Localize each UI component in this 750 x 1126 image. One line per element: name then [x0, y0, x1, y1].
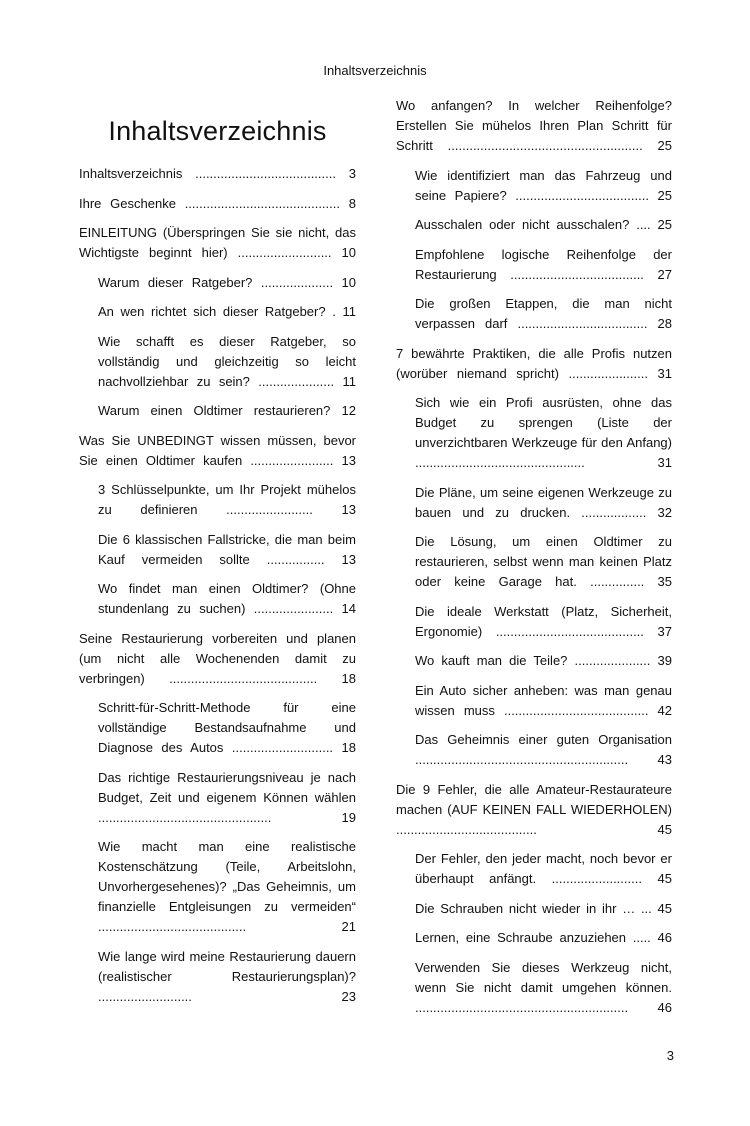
toc-entry[interactable]: Verwenden Sie dieses Werkzeug nicht, wenn Sie nicht damit umgehen können. ........................................................... 46 — [415, 959, 672, 1015]
toc-entry[interactable]: Seine Restaurierung vorbereiten und planen (um nicht alle Wochenenden damit zu verbringen) ......................................... 18 — [79, 630, 356, 686]
toc-list-right — [396, 96, 672, 1018]
toc-entry[interactable]: Wie lange wird meine Restaurierung dauern (realistischer Restaurierungsplan)? .......................... 23 — [98, 948, 356, 1004]
toc-entry[interactable]: Warum dieser Ratgeber? .................... 10 — [98, 274, 356, 290]
toc-entry[interactable]: 3 Schlüsselpunkte, um Ihr Projekt mühelos zu definieren ........................ 13 — [98, 482, 356, 517]
toc-entry[interactable]: Die ideale Werkstatt (Platz, Sicherheit, Ergonomie) ......................................... 37 — [415, 603, 672, 639]
toc-entry[interactable]: Die 6 klassischen Fallstricke, die man beim Kauf vermeiden sollte ................ 13 — [98, 531, 356, 567]
toc-entry[interactable]: Die 9 Fehler, die alle Amateur-Restaurateure machen (AUF KEINEN FALL WIEDERHOLEN) ....................................... 45 — [396, 781, 672, 837]
toc-entry[interactable]: Ausschalen oder nicht ausschalen? .... 25 — [415, 217, 672, 232]
toc-entry[interactable]: Der Fehler, den jeder macht, noch bevor er überhaupt anfängt. ......................... 45 — [415, 851, 672, 886]
toc-entry[interactable]: Ihre Geschenke ........................................... 8 — [79, 195, 356, 211]
toc-entry[interactable]: Wie identifiziert man das Fahrzeug und seine Papiere? ..................................... 25 — [415, 167, 672, 203]
toc-entry[interactable]: Wo anfangen? In welcher Reihenfolge? Erstellen Sie mühelos Ihren Plan Schritt für Schritt ...................................................... 25 — [396, 98, 672, 153]
running-header: Inhaltsverzeichnis — [323, 63, 427, 78]
toc-entry[interactable]: Wie macht man eine realistische Kostenschätzung (Teile, Arbeitslohn, Unvorhergesehenes)? „Das Geheimnis, um finanzielle Entgleisungen zu vermeiden“ ......................................... 21 — [98, 839, 356, 934]
toc-entry[interactable]: Empfohlene logische Reihenfolge der Restaurierung ..................................... 27 — [415, 246, 672, 282]
toc-column-right — [396, 96, 672, 1027]
toc-entry[interactable]: Ein Auto sicher anheben: was man genau wissen muss ........................................ 42 — [415, 682, 672, 718]
toc-entry[interactable]: Was Sie UNBEDINGT wissen müssen, bevor Sie einen Oldtimer kaufen ....................... 13 — [79, 432, 356, 468]
toc-entry[interactable]: Wie schafft es dieser Ratgeber, so vollständig und gleichzeitig so leicht nachvollziehbar zu sein? ..................... 11 — [98, 333, 356, 389]
toc-entry[interactable]: Das richtige Restaurierungsniveau je nach Budget, Zeit und eigenem Können wählen ................................................ 19 — [98, 769, 356, 825]
toc-entry[interactable]: Wo findet man einen Oldtimer? (Ohne stundenlang zu suchen) ...................... 14 — [98, 581, 356, 616]
toc-title: Inhaltsverzeichnis — [108, 116, 327, 146]
toc-entry[interactable]: Lernen, eine Schraube anzuziehen ..... 46 — [415, 930, 672, 945]
toc-entry[interactable]: Die Schrauben nicht wieder in ihr … ... 45 — [415, 900, 672, 916]
page-number: 3 — [666, 1048, 674, 1063]
toc-entry[interactable]: Die großen Etappen, die man nicht verpassen darf .................................... 28 — [415, 296, 672, 331]
toc-entry[interactable]: EINLEITUNG (Überspringen Sie sie nicht, das Wichtigste beginnt hier) .......................... 10 — [79, 225, 356, 260]
toc-entry[interactable]: Die Lösung, um einen Oldtimer zu restaurieren, selbst wenn man keinen Platz oder keine Garage hat. ............... 35 — [415, 534, 672, 589]
toc-entry[interactable]: Wo kauft man die Teile? ..................... 39 — [415, 653, 672, 668]
toc-entry[interactable]: Sich wie ein Profi ausrüsten, ohne das Budget zu sprengen (Liste der unverzichtbaren Werkzeuge für den Anfang) ............................................... 31 — [415, 395, 672, 470]
toc-entry[interactable]: Inhaltsverzeichnis ....................................... 3 — [79, 166, 356, 181]
toc-entry[interactable]: Das Geheimnis einer guten Organisation ........................................................... 43 — [415, 732, 672, 767]
toc-entry[interactable]: Die Pläne, um seine eigenen Werkzeuge zu bauen und zu drucken. .................. 32 — [415, 484, 672, 520]
toc-column-left — [79, 96, 356, 1016]
toc-entry[interactable]: Warum einen Oldtimer restaurieren? 12 — [98, 403, 356, 418]
toc-list-left — [79, 164, 356, 1007]
toc-entry[interactable]: Schritt-für-Schritt-Methode für eine vollständige Bestandsaufnahme und Diagnose des Autos ............................ 18 — [98, 700, 356, 755]
toc-entry[interactable]: 7 bewährte Praktiken, die alle Profis nutzen (worüber niemand spricht) ...................... 31 — [396, 345, 672, 381]
toc-entry[interactable]: An wen richtet sich dieser Ratgeber? . 11 — [98, 304, 356, 319]
